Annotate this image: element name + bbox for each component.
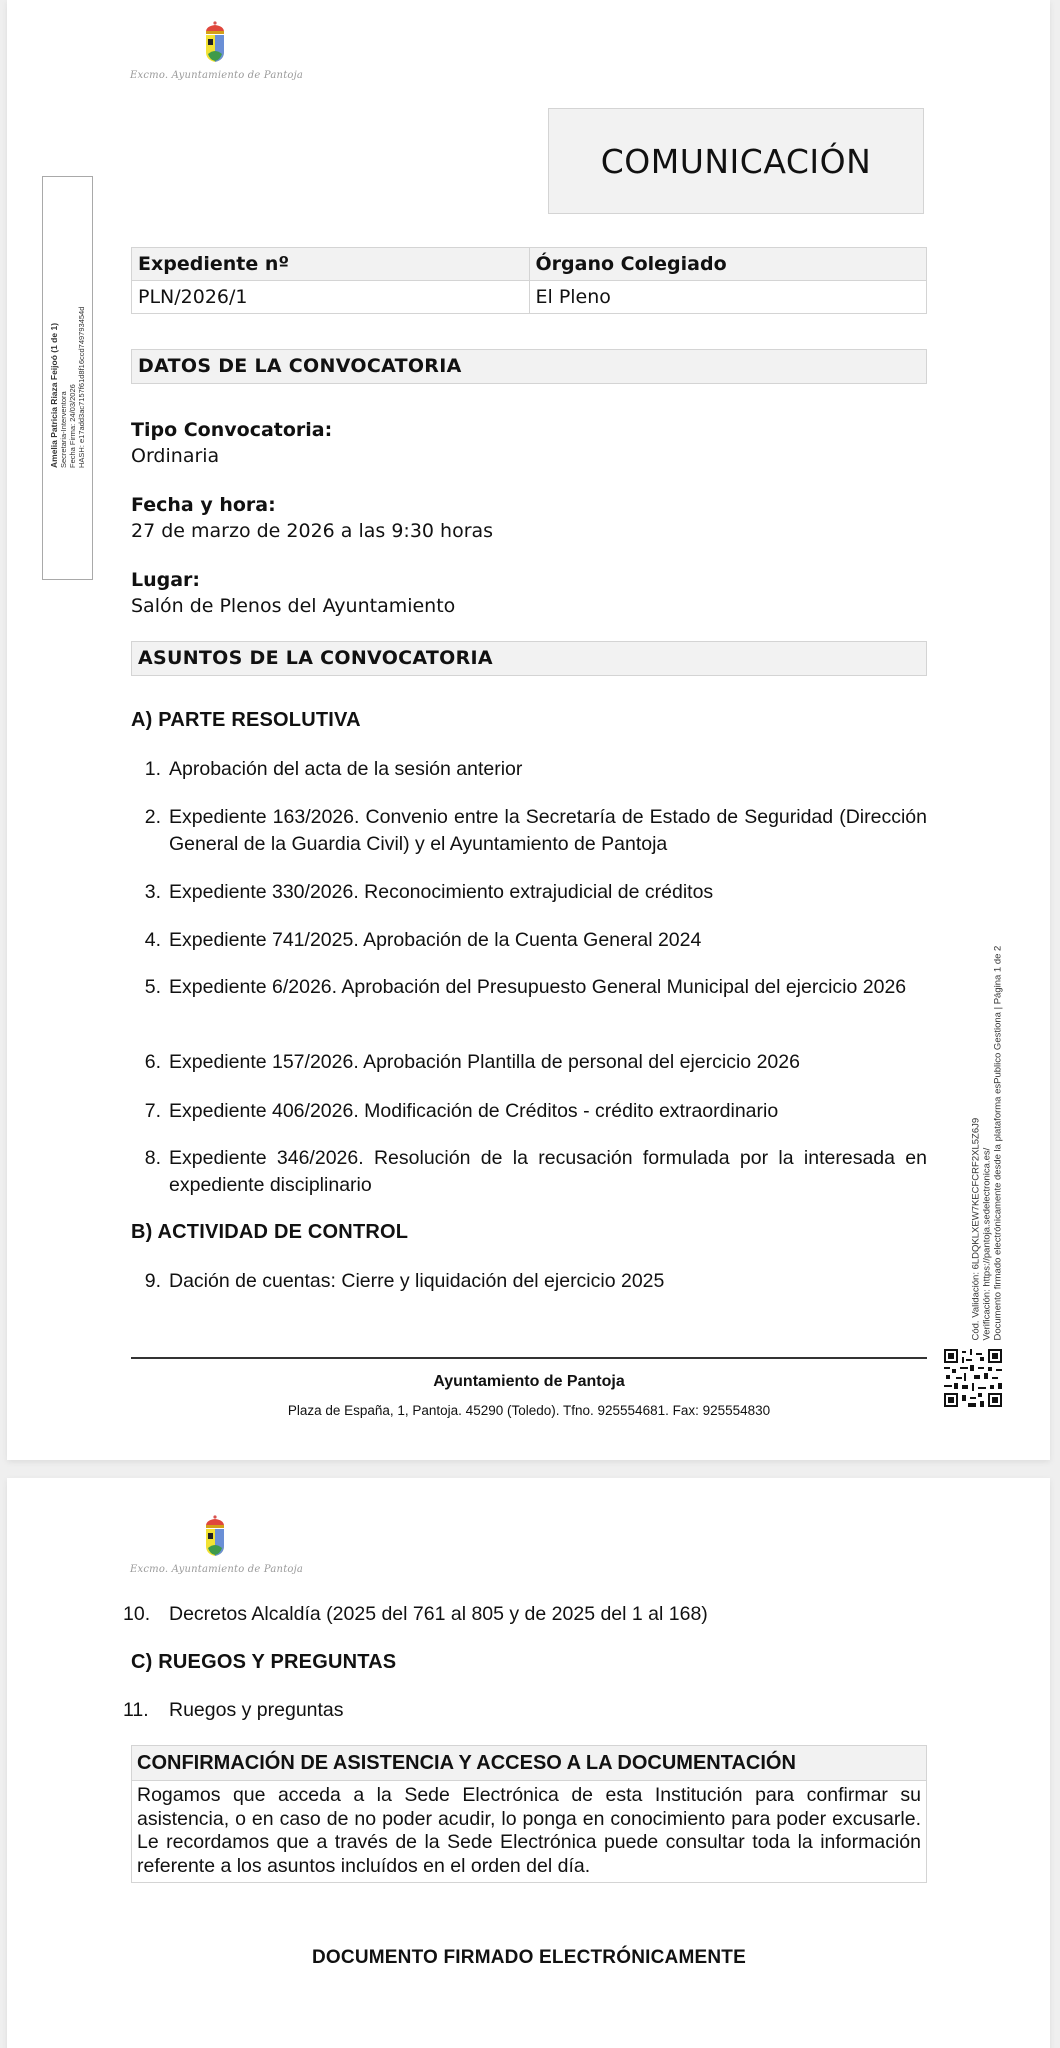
agenda-item-number: 11. [123, 1699, 149, 1721]
agenda-item-number: 7. [144, 1100, 161, 1122]
verification-url[interactable]: Verificación: https://pantoja.sedelectronica.es/ [981, 1147, 993, 1340]
agenda-item-number: 8. [144, 1147, 161, 1169]
agenda-item [131, 1145, 927, 1199]
organo-value: El Pleno [529, 281, 927, 314]
agenda-item [131, 1049, 927, 1076]
field-value: Salón de Plenos del Ayuntamiento [131, 595, 456, 617]
agenda-item-text: Expediente 157/2026. Aprobación Plantilla de personal del ejercicio 2026 [169, 1051, 800, 1073]
field-value: 27 de marzo de 2026 a las 9:30 horas [131, 520, 494, 542]
agenda-item-number: 9. [144, 1270, 161, 1292]
agenda-item-text: Aprobación del acta de la sesión anterior [169, 758, 523, 780]
signer-role: Secretaria-Interventora [58, 391, 68, 468]
confirmation-box [131, 1745, 927, 1883]
agenda-item-text: Expediente 741/2025. Aprobación de la Cuenta General 2024 [169, 929, 702, 951]
agenda-item [131, 974, 927, 1001]
asuntos-section-header: ASUNTOS DE LA CONVOCATORIA [131, 641, 927, 676]
datos-section-header: DATOS DE LA CONVOCATORIA [131, 349, 927, 384]
signature-stamp [42, 176, 93, 580]
qr-code-icon [944, 1349, 1002, 1407]
field-label: Lugar: [131, 569, 201, 591]
agenda-item-text: Dación de cuentas: Cierre y liquidación del ejercicio 2025 [169, 1270, 665, 1292]
agenda-item-number: 4. [144, 929, 161, 951]
document-title: COMUNICACIÓN [548, 108, 924, 214]
agenda-item-text: Expediente 330/2026. Reconocimiento extrajudicial de créditos [169, 881, 714, 903]
agenda-item [131, 879, 927, 906]
field-value: Ordinaria [131, 445, 220, 467]
signed-notice: DOCUMENTO FIRMADO ELECTRÓNICAMENTE [312, 1947, 746, 1968]
validation-code: Cód. Validación: 6LDQKLXEW7KECFCRF2XL5Z6J9 [970, 1117, 982, 1340]
agenda-item-text: Expediente 406/2026. Modificación de Créditos - crédito extraordinario [169, 1100, 779, 1122]
signer-name: Amelia Patricia Riaza Feijoó (1 de 1) [48, 322, 59, 468]
agenda-item-number: 2. [144, 806, 161, 828]
agenda-item [131, 1268, 927, 1295]
footer-divider [131, 1357, 927, 1359]
signature-date: Fecha Firma: 24/03/2026 [67, 384, 77, 468]
footer-org-name: Ayuntamiento de Pantoja [433, 1373, 625, 1390]
confirmation-body: Rogamos que acceda a la Sede Electrónica de esta Institución para confirmar su asistencia, o en caso de no poder acudir, lo ponga en conocimiento para poder excusarle. Le recordamos que a través de la Sede Electrónica puede consultar toda la información referente a los asuntos incluídos en el orden del día. [137, 1784, 921, 1877]
agenda-item [123, 1697, 927, 1724]
agenda-item [131, 1098, 927, 1125]
part-a-heading: A) PARTE RESOLUTIVA [131, 709, 361, 731]
field-fecha-hora [131, 492, 493, 544]
agenda-item-text: Ruegos y preguntas [169, 1699, 344, 1721]
header-motto: Excmo. Ayuntamiento de Pantoja [130, 70, 304, 81]
agenda-item [131, 927, 927, 954]
header-logo [130, 1514, 304, 1575]
table-row [132, 281, 927, 314]
agenda-item-text: Expediente 346/2026. Resolución de la recusación formulada por la interesada en expediente disciplinario [169, 1147, 927, 1196]
agenda-item-number: 10. [123, 1603, 151, 1625]
field-lugar [131, 567, 455, 619]
confirmation-title: CONFIRMACIÓN DE ASISTENCIA Y ACCESO A LA DOCUMENTACIÓN [132, 1746, 926, 1781]
footer-address: Plaza de España, 1, Pantoja. 45290 (Toledo). Tfno. 925554681. Fax: 925554830 [287, 1403, 771, 1418]
header-motto: Excmo. Ayuntamiento de Pantoja [130, 1564, 304, 1575]
agenda-item [123, 1601, 927, 1628]
header-logo [130, 20, 304, 81]
field-tipo-convocatoria [131, 417, 332, 469]
signature-hash: HASH: e17add3ac7157f61d8f16ccd749793454d [76, 306, 86, 468]
field-label: Fecha y hora: [131, 494, 276, 516]
agenda-item-number: 3. [144, 881, 161, 903]
platform-page-info: Documento firmado electrónicamente desde la plataforma esPublico Gestiona | Página 1 de 2 [992, 945, 1004, 1340]
expediente-value: PLN/2026/1 [132, 281, 530, 314]
expediente-header: Expediente nº [132, 248, 530, 281]
validation-info [962, 895, 1012, 1340]
part-c-heading: C) RUEGOS Y PREGUNTAS [131, 1651, 397, 1673]
agenda-item [131, 804, 927, 858]
agenda-item-number: 5. [144, 976, 161, 998]
field-label: Tipo Convocatoria: [131, 419, 333, 441]
part-b-heading: B) ACTIVIDAD DE CONTROL [131, 1221, 409, 1243]
agenda-item-text: Decretos Alcaldía (2025 del 761 al 805 y de 2025 del 1 al 168) [169, 1603, 708, 1625]
agenda-item-number: 6. [144, 1051, 161, 1073]
organo-header: Órgano Colegiado [529, 248, 927, 281]
agenda-item-text: Expediente 6/2026. Aprobación del Presupuesto General Municipal del ejercicio 2026 [169, 976, 907, 998]
expediente-info-table [131, 247, 927, 314]
table-header-row [132, 248, 927, 281]
agenda-item-text: Expediente 163/2026. Convenio entre la Secretaría de Estado de Seguridad (Dirección General de la Guardia Civil) y el Ayuntamiento de Pantoja [169, 806, 927, 855]
coat-of-arms-icon [202, 20, 228, 64]
coat-of-arms-icon [202, 1514, 228, 1558]
agenda-item-number: 1. [144, 758, 161, 780]
agenda-item [131, 756, 927, 783]
